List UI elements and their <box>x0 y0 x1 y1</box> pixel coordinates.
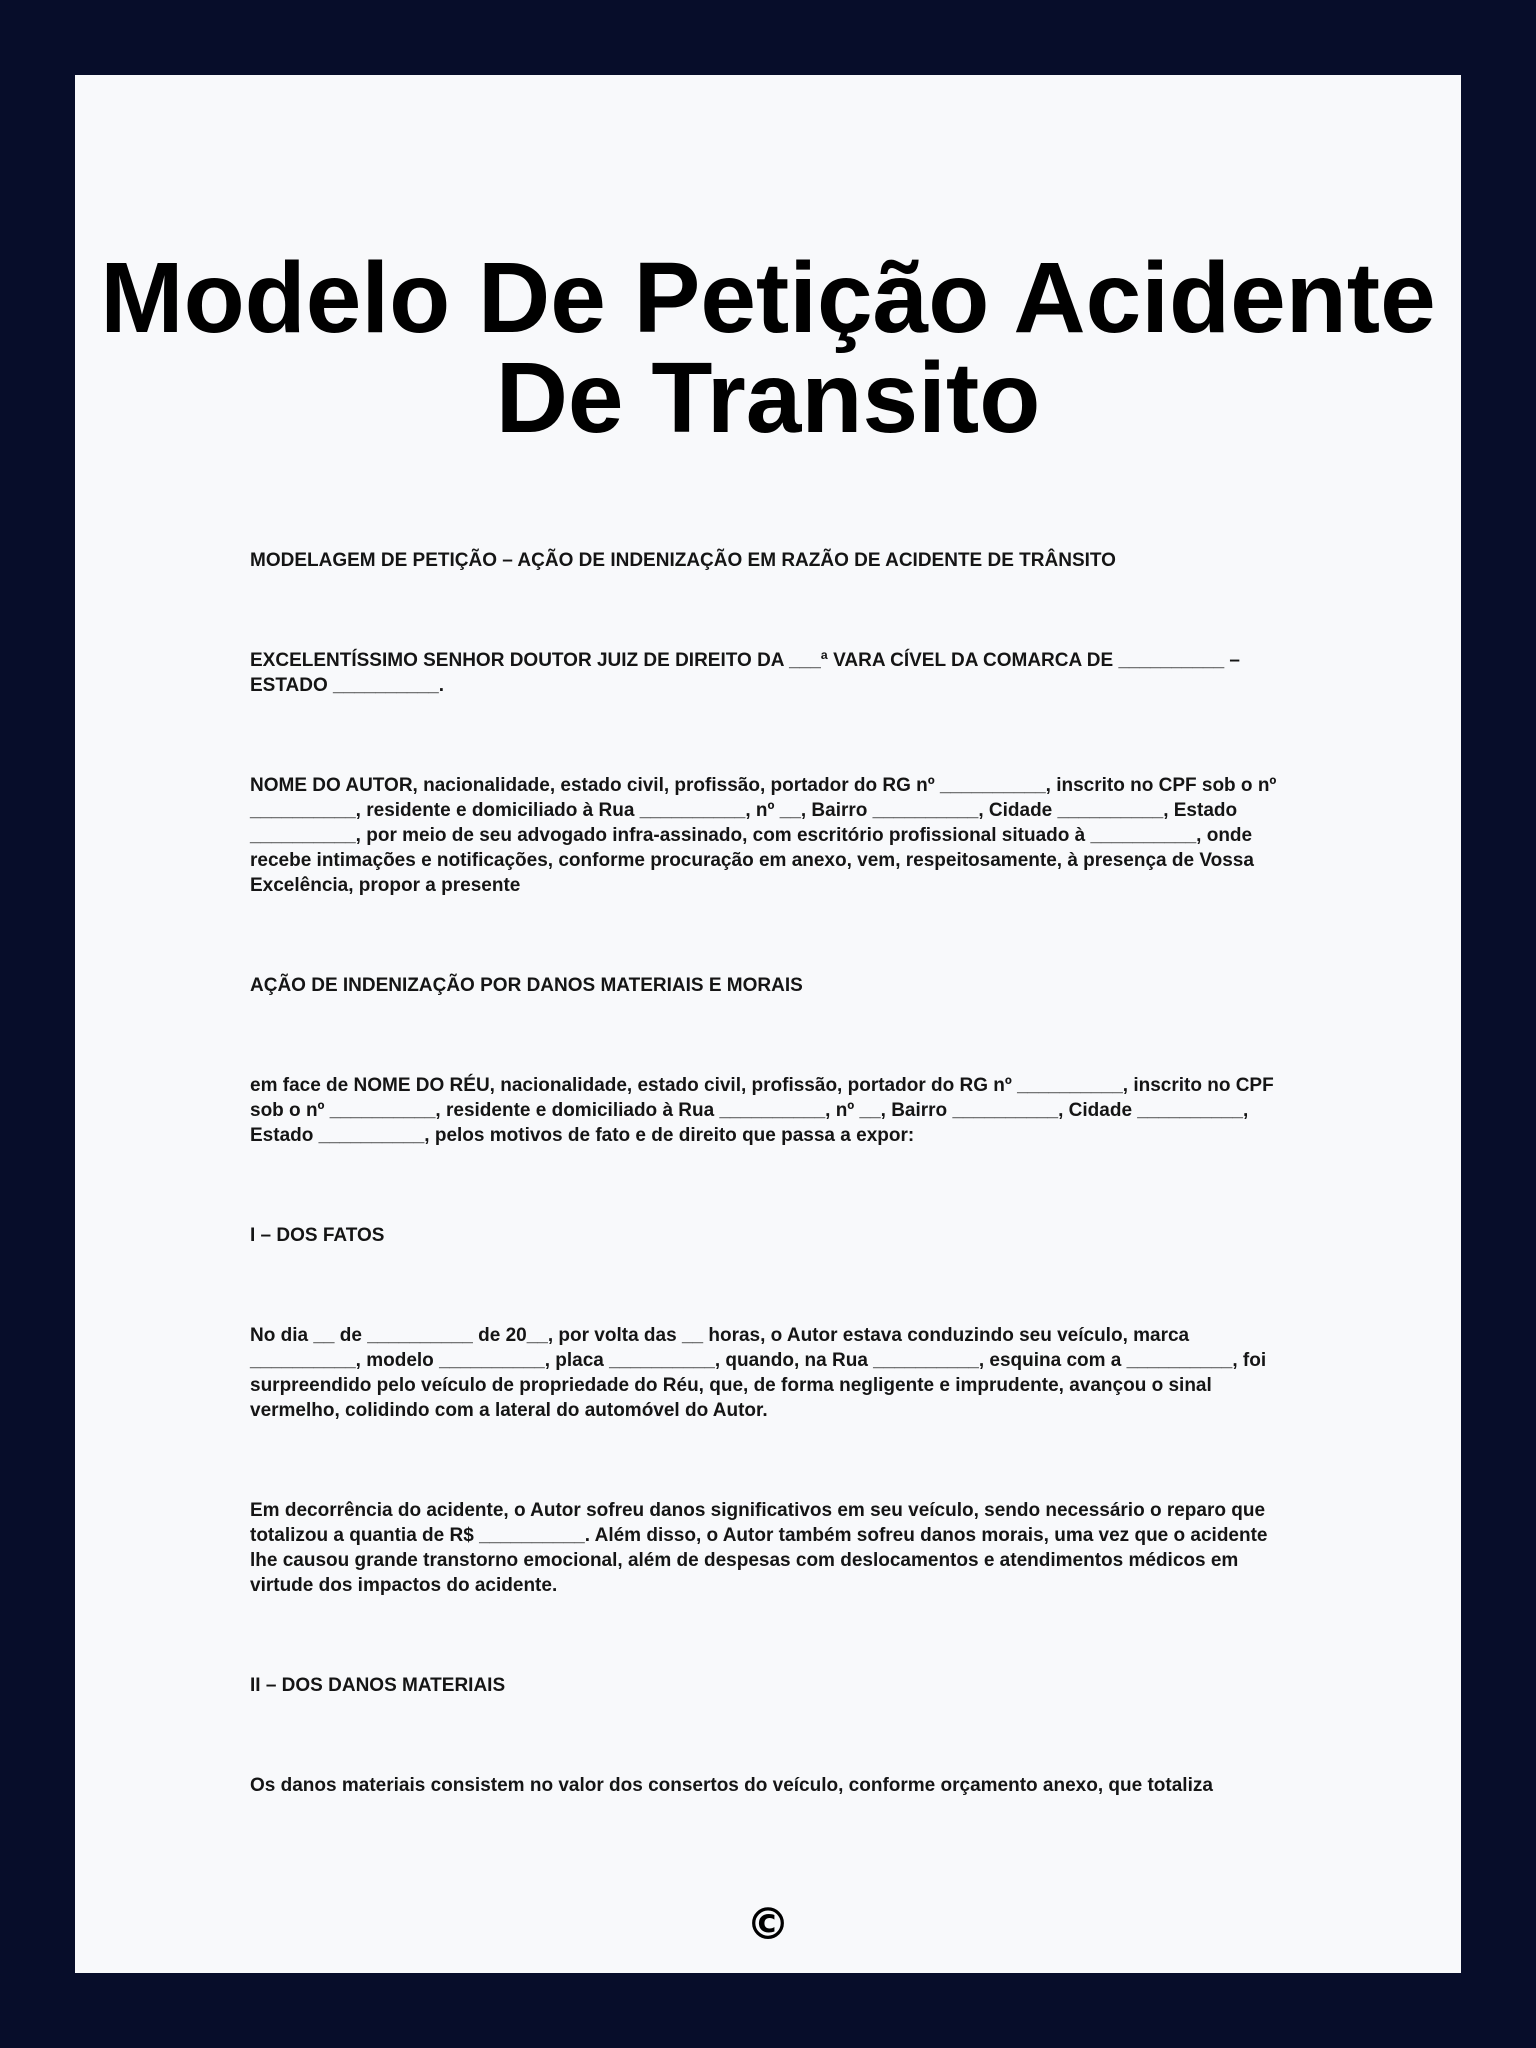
action-title-heading: AÇÃO DE INDENIZAÇÃO POR DANOS MATERIAIS E MORAIS <box>250 975 803 996</box>
material-damages-paragraph: Os danos materiais consistem no valor dos consertos do veículo, conforme orçamento anexo, que totaliza <box>250 1775 1213 1796</box>
petition-model-heading: MODELAGEM DE PETIÇÃO – AÇÃO DE INDENIZAÇÃO EM RAZÃO DE ACIDENTE DE TRÂNSITO <box>250 550 1116 571</box>
facts-paragraph-2: Em decorrência do acidente, o Autor sofreu danos significativos em seu veículo, sendo necessário o reparo que totalizou a quantia de R$ __________. Além disso, o Autor também sofreu danos morais, uma vez que o acidente lhe causou grande transtorno emocional, além de despesas com deslocamentos e atendimentos médicos em virtude dos impactos do acidente. <box>250 1500 1268 1596</box>
defendant-qualification-paragraph: em face de NOME DO RÉU, nacionalidade, estado civil, profissão, portador do RG nº __________, inscrito no CPF sob o nº __________, residente e domiciliado à Rua __________, nº __, Bairro __________, Cidade __________, Estado __________, pelos motivos de fato e de direito que passa a expor: <box>250 1075 1274 1146</box>
document-page <box>75 75 1461 1973</box>
court-address-paragraph: EXCELENTÍSSIMO SENHOR DOUTOR JUIZ DE DIREITO DA ___ª VARA CÍVEL DA COMARCA DE __________ – ESTADO __________. <box>250 650 1240 696</box>
document-title: Modelo De Petição Acidente De Transito <box>100 242 1436 454</box>
plaintiff-qualification-paragraph: NOME DO AUTOR, nacionalidade, estado civil, profissão, portador do RG nº __________, inscrito no CPF sob o nº __________, residente e domiciliado à Rua __________, nº __, Bairro __________, Cidade __________, Estado __________, por meio de seu advogado infra-assinado, com escritório profissional situado à __________, onde recebe intimações e notificações, conforme procuração em anexo, vem, respeitosamente, à presença de Vossa Excelência, propor a presente <box>250 775 1277 896</box>
document-body <box>250 548 1290 1873</box>
material-damages-section-heading: II – DOS DANOS MATERIAIS <box>250 1675 506 1696</box>
copyright-icon: © <box>746 1899 790 1950</box>
facts-paragraph-1: No dia __ de __________ de 20__, por volta das __ horas, o Autor estava conduzindo seu veículo, marca __________, modelo __________, placa __________, quando, na Rua __________, esquina com a __________, foi surpreendido pelo veículo de propriedade do Réu, que, de forma negligente e imprudente, avançou o sinal vermelho, colidindo com a lateral do automóvel do Autor. <box>250 1325 1267 1421</box>
facts-section-heading: I – DOS FATOS <box>250 1225 385 1246</box>
